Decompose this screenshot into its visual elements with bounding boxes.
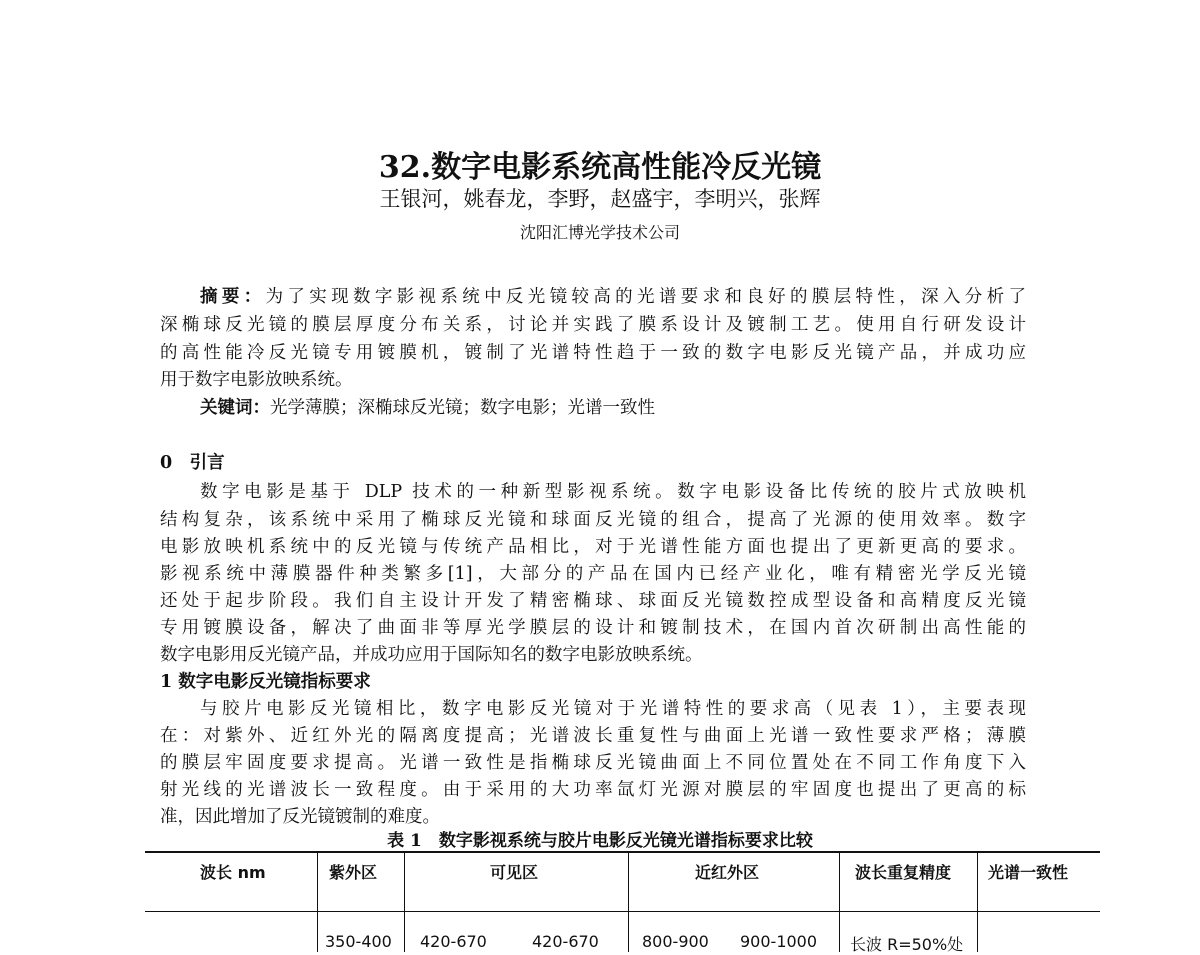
col-divider [977, 852, 978, 952]
section-heading-1: 1 数字电影反光镜指标要求 [160, 672, 371, 692]
cell: 长波 R=50%处 [850, 935, 964, 954]
header-nir: 近红外区 [695, 863, 760, 882]
authors: 王银河，姚春龙，李野，赵盛宇，李明兴，张辉 [379, 187, 821, 211]
cell: 350-400 [325, 932, 392, 951]
body-line: 影视系统中薄膜器件种类繁多[1]，大部分的产品在国内已经产业化，唯有精密光学反光镜 [160, 564, 1026, 584]
table-top-rule [145, 851, 1100, 853]
abstract-line: 用于数字电影放映系统。 [160, 370, 353, 390]
col-divider [628, 852, 629, 952]
table-caption: 表 1 数字影视系统与胶片电影反光镜光谱指标要求比较 [387, 831, 813, 851]
col-divider [317, 852, 318, 952]
header-wavelength: 波长 nm [200, 863, 266, 882]
header-uv: 紫外区 [329, 863, 378, 882]
cell: 900-1000 [740, 932, 818, 951]
abstract-label: 摘要： [200, 287, 266, 307]
header-consistency: 光谱一致性 [988, 863, 1069, 882]
body-line: 结构复杂，该系统中采用了椭球反光镜和球面反光镜的组合，提高了光源的使用效率。数字 [160, 510, 1026, 530]
affiliation: 沈阳汇博光学技术公司 [519, 223, 680, 242]
cell: 420-670 [532, 932, 599, 951]
col-divider [839, 852, 840, 952]
abstract-line: 深椭球反光镜的膜层厚度分布关系，讨论并实践了膜系设计及镀制工艺。使用自行研发设计 [160, 315, 1026, 335]
header-repeatability: 波长重复精度 [855, 863, 952, 882]
body-line: 准，因此增加了反光镜镀制的难度。 [160, 807, 440, 827]
header-visible: 可见区 [490, 863, 539, 882]
col-divider [404, 852, 405, 952]
body-line: 与胶片电影反光镜相比，数字电影反光镜对于光谱特性的要求高（见表 1），主要表现 [200, 699, 1026, 719]
body-line: 在：对紫外、近红外光的隔离度提高；光谱波长重复性与曲面上光谱一致性要求严格；薄膜 [160, 726, 1026, 746]
cell: 800-900 [642, 932, 709, 951]
body-line: 数字电影是基于 DLP 技术的一种新型影视系统。数字电影设备比传统的胶片式放映机 [200, 482, 1026, 502]
keywords: 关键词：光学薄膜；深椭球反光镜；数字电影；光谱一致性 [200, 398, 655, 418]
body-line: 数字电影用反光镜产品，并成功应用于国际知名的数字电影放映系统。 [160, 645, 703, 665]
paper-title: 32.数字电影系统高性能冷反光镜 [378, 150, 822, 185]
section-heading-0: 0 引言 [160, 453, 225, 473]
body-line: 射光线的光谱波长一致程度。由于采用的大功率氙灯光源对膜层的牢固度也提出了更高的标 [160, 780, 1026, 800]
body-line: 的膜层牢固度要求提高。光谱一致性是指椭球反光镜曲面上不同位置处在不同工作角度下入 [160, 753, 1026, 773]
body-line: 电影放映机系统中的反光镜与传统产品相比，对于光谱性能方面也提出了更新更高的要求。 [160, 537, 1026, 557]
abstract-line: 的高性能冷反光镜专用镀膜机，镀制了光谱特性趋于一致的数字电影反光镜产品，并成功应 [160, 343, 1026, 363]
body-line: 还处于起步阶段。我们自主设计开发了精密椭球、球面反光镜数控成型设备和高精度反光镜 [160, 591, 1026, 611]
cell: 420-670 [420, 932, 487, 951]
table-header-rule [145, 911, 1100, 912]
body-line: 专用镀膜设备，解决了曲面非等厚光学膜层的设计和镀制技术，在国内首次研制出高性能的 [160, 618, 1026, 638]
abstract-line: 摘要：为了实现数字影视系统中反光镜较高的光谱要求和良好的膜层特性，深入分析了 [200, 287, 1027, 307]
